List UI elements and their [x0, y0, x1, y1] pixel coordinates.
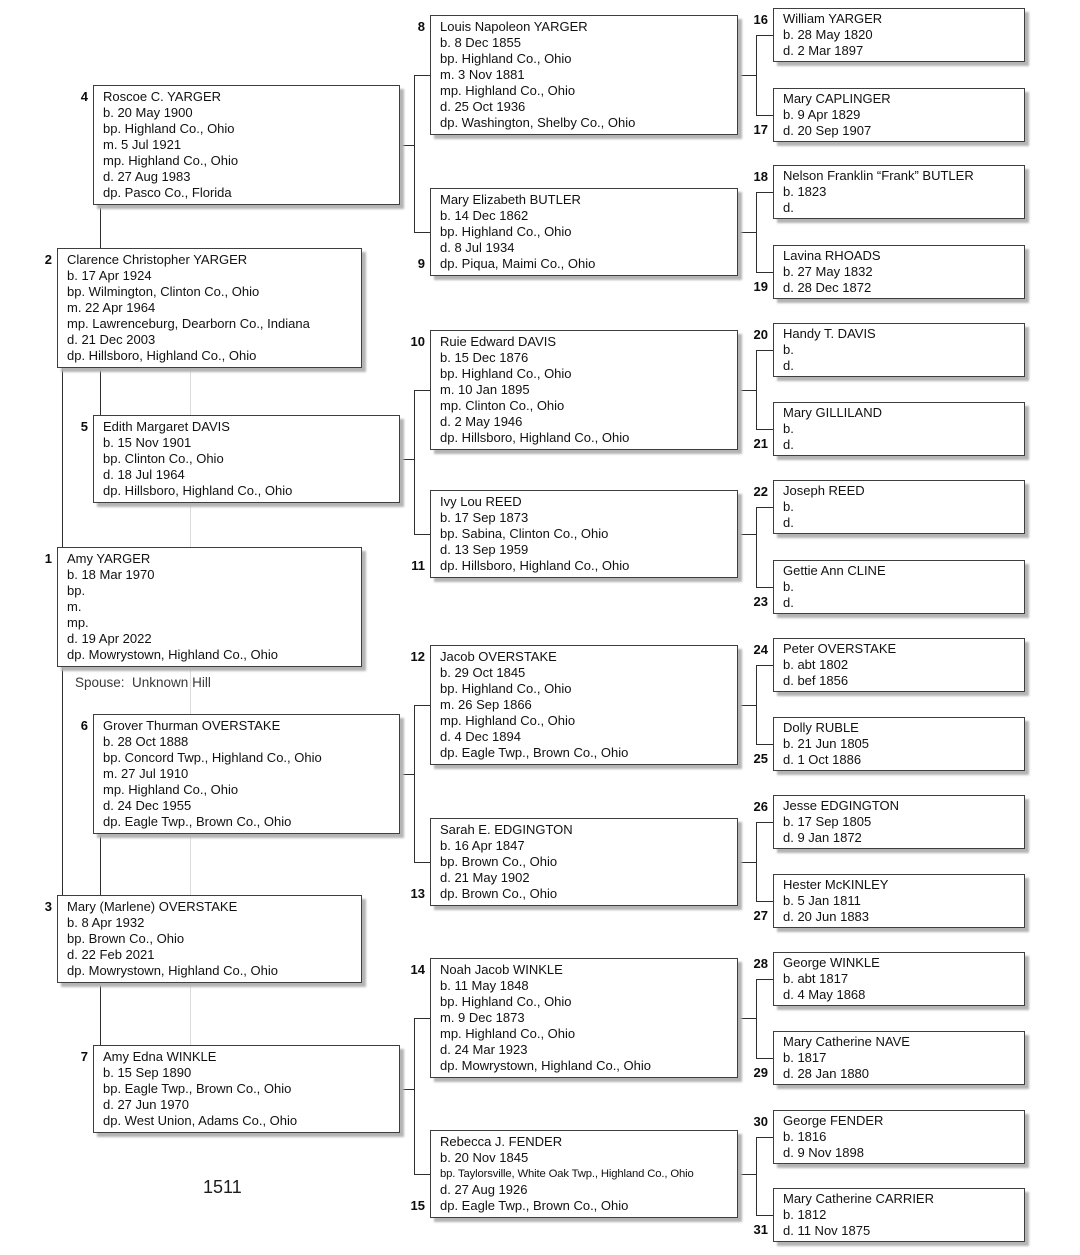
connector-vertical: [414, 390, 415, 534]
person-number: 13: [410, 886, 425, 901]
person-box-16: [753, 8, 1025, 62]
connector-vertical: [414, 75, 415, 232]
person-box-15: [410, 1130, 738, 1218]
person-name: Nelson Franklin “Frank” BUTLER: [783, 168, 974, 183]
connector-horizontal: [756, 665, 773, 666]
person-fact-line: b. 14 Dec 1862: [440, 208, 529, 223]
connector-vertical: [756, 665, 757, 744]
connector-horizontal: [414, 705, 430, 706]
person-name: George WINKLE: [783, 955, 880, 970]
person-name: Lavina RHOADS: [783, 248, 881, 263]
connector-horizontal: [738, 1018, 756, 1019]
person-fact-line: dp. Pasco Co., Florida: [103, 185, 232, 200]
person-box-1: [44, 547, 362, 667]
person-fact-line: d. 28 Dec 1872: [783, 280, 872, 295]
person-fact-line: m. 9 Dec 1873: [440, 1010, 525, 1025]
person-fact-line: dp. Mowrystown, Highland Co., Ohio: [67, 647, 278, 662]
connector-horizontal: [756, 744, 773, 745]
person-fact-line: d. 18 Jul 1964: [103, 467, 185, 482]
person-name: Joseph REED: [783, 483, 865, 498]
person-number: 27: [753, 908, 768, 923]
connector-horizontal: [738, 1174, 756, 1175]
person-fact-line: bp. Highland Co., Ohio: [103, 121, 235, 136]
person-name: Amy YARGER: [67, 551, 151, 566]
person-box-3: [44, 895, 362, 983]
person-fact-line: d. 21 Dec 2003: [67, 332, 156, 347]
person-box-4: [80, 85, 400, 205]
person-fact-line: dp. Eagle Twp., Brown Co., Ohio: [440, 1198, 629, 1213]
spouse-note: Spouse: Unknown Hill: [75, 675, 211, 690]
person-fact-line: d. 13 Sep 1959: [440, 542, 529, 557]
connector-horizontal: [738, 390, 756, 391]
connector-vertical: [756, 1137, 757, 1215]
person-box-29: [753, 1031, 1025, 1085]
person-fact-line: b. 17 Sep 1805: [783, 814, 872, 829]
person-fact-line: bp. Wilmington, Clinton Co., Ohio: [67, 284, 260, 299]
person-number: 28: [753, 956, 768, 971]
person-fact-line: b. 28 Oct 1888: [103, 734, 189, 749]
person-number: 29: [753, 1065, 768, 1080]
person-box-11: [411, 490, 738, 578]
connector-horizontal: [756, 429, 773, 430]
person-name: Mary (Marlene) OVERSTAKE: [67, 899, 238, 914]
person-name: Edith Margaret DAVIS: [103, 419, 230, 434]
person-fact-line: mp. Highland Co., Ohio: [440, 83, 576, 98]
person-number: 23: [753, 594, 768, 609]
person-fact-line: dp. Hillsboro, Highland Co., Ohio: [103, 483, 293, 498]
connector-horizontal: [756, 1058, 773, 1059]
person-fact-line: b. 20 Nov 1845: [440, 1150, 529, 1165]
person-number: 26: [753, 799, 768, 814]
person-fact-line: d. 4 Dec 1894: [440, 729, 521, 744]
person-fact-line: b. 8 Apr 1932: [67, 915, 145, 930]
person-box-19: [753, 245, 1025, 299]
person-name: Hester McKINLEY: [783, 877, 889, 892]
person-fact-line: b. 17 Apr 1924: [67, 268, 152, 283]
person-fact-line: d. 19 Apr 2022: [67, 631, 152, 646]
person-fact-line: b. 9 Apr 1829: [783, 107, 861, 122]
person-fact-line: d.: [783, 200, 794, 215]
connector-horizontal: [756, 507, 773, 508]
person-fact-line: b.: [783, 342, 794, 357]
person-name: Mary Catherine NAVE: [783, 1034, 910, 1049]
person-fact-line: dp. Hillsboro, Highland Co., Ohio: [440, 558, 630, 573]
person-fact-line: d. bef 1856: [783, 673, 849, 688]
person-name: Ruie Edward DAVIS: [440, 334, 557, 349]
person-fact-line: mp.: [67, 615, 89, 630]
connector-vertical: [756, 192, 757, 272]
person-fact-line: m.: [67, 599, 82, 614]
connector-vertical: [756, 822, 757, 901]
person-fact-line: mp. Highland Co., Ohio: [440, 1026, 576, 1041]
connector-horizontal: [414, 232, 430, 233]
person-fact-line: mp. Highland Co., Ohio: [103, 782, 239, 797]
person-fact-line: dp. Hillsboro, Highland Co., Ohio: [440, 430, 630, 445]
person-fact-line: m. 26 Sep 1866: [440, 697, 532, 712]
person-fact-line: d. 20 Sep 1907: [783, 123, 872, 138]
person-name: Mary CAPLINGER: [783, 91, 891, 106]
person-fact-line: m. 10 Jan 1895: [440, 382, 530, 397]
person-fact-line: d. 20 Jun 1883: [783, 909, 870, 924]
person-fact-line: bp. Concord Twp., Highland Co., Ohio: [103, 750, 322, 765]
person-fact-line: b.: [783, 579, 794, 594]
person-fact-line: b.: [783, 499, 794, 514]
connector-horizontal: [400, 459, 414, 460]
person-box-24: [753, 638, 1025, 692]
connector-horizontal: [756, 272, 773, 273]
connector-horizontal: [756, 115, 773, 116]
person-number: 1: [44, 551, 52, 566]
person-number: 4: [80, 89, 88, 104]
person-box-8: [417, 15, 738, 135]
person-fact-line: b. 17 Sep 1873: [440, 510, 529, 525]
person-number: 31: [753, 1222, 768, 1237]
person-fact-line: b. 20 May 1900: [103, 105, 193, 120]
person-fact-line: d. 24 Mar 1923: [440, 1042, 528, 1057]
person-number: 25: [753, 751, 768, 766]
person-name: Ivy Lou REED: [440, 494, 522, 509]
person-fact-line: b. 16 Apr 1847: [440, 838, 525, 853]
person-fact-line: mp. Highland Co., Ohio: [103, 153, 239, 168]
connector-horizontal: [414, 1018, 430, 1019]
person-fact-line: d. 25 Oct 1936: [440, 99, 526, 114]
connector-horizontal: [756, 1215, 773, 1216]
person-name: Mary GILLILAND: [783, 405, 882, 420]
person-box-14: [410, 958, 738, 1078]
person-box-17: [753, 88, 1025, 142]
person-number: 10: [410, 334, 425, 349]
person-fact-line: m. 22 Apr 1964: [67, 300, 156, 315]
person-name: Louis Napoleon YARGER: [440, 19, 588, 34]
person-fact-line: b. 15 Dec 1876: [440, 350, 529, 365]
person-fact-line: bp. Taylorsville, White Oak Twp., Highland Co., Ohio: [440, 1168, 694, 1180]
person-fact-line: d. 1 Oct 1886: [783, 752, 862, 767]
person-number: 11: [411, 558, 425, 573]
connector-horizontal: [414, 1174, 430, 1175]
person-fact-line: d. 27 Aug 1926: [440, 1182, 528, 1197]
person-fact-line: b. 8 Dec 1855: [440, 35, 521, 50]
connector-horizontal: [400, 1089, 414, 1090]
person-name: George FENDER: [783, 1113, 884, 1128]
person-fact-line: d. 4 May 1868: [783, 987, 866, 1002]
person-number: 16: [753, 12, 768, 27]
person-number: 6: [80, 718, 88, 733]
connector-horizontal: [756, 192, 773, 193]
person-name: Clarence Christopher YARGER: [67, 252, 248, 267]
person-box-30: [753, 1110, 1025, 1164]
person-box-28: [753, 952, 1025, 1006]
person-name: William YARGER: [783, 11, 883, 26]
person-fact-line: dp. Eagle Twp., Brown Co., Ohio: [103, 814, 292, 829]
connector-horizontal: [414, 534, 430, 535]
person-box-12: [410, 645, 738, 765]
connector-horizontal: [738, 862, 756, 863]
connector-horizontal: [756, 1137, 773, 1138]
person-fact-line: d. 21 May 1902: [440, 870, 530, 885]
person-fact-line: b. 1817: [783, 1050, 827, 1065]
person-number: 24: [753, 642, 768, 657]
person-fact-line: dp. Mowrystown, Highland Co., Ohio: [67, 963, 278, 978]
person-fact-line: d. 27 Jun 1970: [103, 1097, 190, 1112]
person-name: Peter OVERSTAKE: [783, 641, 897, 656]
person-number: 21: [753, 436, 768, 451]
connector-horizontal: [756, 822, 773, 823]
person-fact-line: d. 27 Aug 1983: [103, 169, 191, 184]
connector-horizontal: [756, 901, 773, 902]
person-fact-line: d. 11 Nov 1875: [783, 1223, 871, 1238]
connector-vertical: [414, 1018, 415, 1174]
person-fact-line: d.: [783, 358, 794, 373]
connector-horizontal: [400, 774, 414, 775]
person-fact-line: d. 9 Nov 1898: [783, 1145, 864, 1160]
person-box-21: [753, 402, 1025, 456]
person-fact-line: d.: [783, 595, 794, 610]
person-fact-line: m. 3 Nov 1881: [440, 67, 525, 82]
person-fact-line: b. 5 Jan 1811: [783, 893, 861, 908]
person-fact-line: d.: [783, 515, 794, 530]
person-name: Sarah E. EDGINGTON: [440, 822, 573, 837]
connector-vertical: [756, 35, 757, 115]
connector-horizontal: [756, 35, 773, 36]
person-fact-line: dp. Piqua, Maimi Co., Ohio: [440, 256, 596, 271]
person-fact-line: d. 22 Feb 2021: [67, 947, 155, 962]
connector-vertical: [756, 979, 757, 1058]
connector-horizontal: [756, 979, 773, 980]
person-number: 2: [44, 252, 52, 267]
person-name: Handy T. DAVIS: [783, 326, 876, 341]
person-box-10: [410, 330, 738, 450]
person-fact-line: dp. Mowrystown, Highland Co., Ohio: [440, 1058, 651, 1073]
connector-horizontal: [738, 232, 756, 233]
person-fact-line: mp. Clinton Co., Ohio: [440, 398, 565, 413]
person-fact-line: d. 8 Jul 1934: [440, 240, 515, 255]
person-name: Noah Jacob WINKLE: [440, 962, 563, 977]
connector-vertical: [756, 350, 757, 429]
person-fact-line: b. abt 1817: [783, 971, 849, 986]
person-box-2: [44, 248, 362, 368]
person-name: Grover Thurman OVERSTAKE: [103, 718, 281, 733]
person-fact-line: b. 1812: [783, 1207, 827, 1222]
person-fact-line: b. 18 Mar 1970: [67, 567, 155, 582]
person-box-18: [753, 165, 1025, 219]
person-fact-line: d. 2 May 1946: [440, 414, 523, 429]
person-box-5: [80, 415, 400, 503]
person-fact-line: b. 28 May 1820: [783, 27, 873, 42]
person-number: 18: [753, 169, 768, 184]
connector-horizontal: [738, 75, 756, 76]
person-fact-line: b. 1823: [783, 184, 827, 199]
person-name: Rebecca J. FENDER: [440, 1134, 563, 1149]
person-fact-line: dp. Hillsboro, Highland Co., Ohio: [67, 348, 257, 363]
person-fact-line: b. 29 Oct 1845: [440, 665, 526, 680]
person-fact-line: bp. Brown Co., Ohio: [440, 854, 558, 869]
person-fact-line: bp. Highland Co., Ohio: [440, 51, 572, 66]
person-fact-line: b. 1816: [783, 1129, 827, 1144]
connector-horizontal: [414, 75, 430, 76]
person-box-13: [410, 818, 738, 906]
person-name: Amy Edna WINKLE: [103, 1049, 217, 1064]
person-name: Mary Elizabeth BUTLER: [440, 192, 581, 207]
person-fact-line: mp. Highland Co., Ohio: [440, 713, 576, 728]
person-number: 20: [753, 327, 768, 342]
person-box-9: [417, 188, 738, 276]
person-fact-line: d.: [783, 437, 794, 452]
person-fact-line: d. 2 Mar 1897: [783, 43, 864, 58]
person-fact-line: dp. Brown Co., Ohio: [440, 886, 558, 901]
person-name: Jesse EDGINGTON: [783, 798, 900, 813]
person-fact-line: bp. Highland Co., Ohio: [440, 994, 572, 1009]
person-fact-line: m. 5 Jul 1921: [103, 137, 182, 152]
person-fact-line: d. 28 Jan 1880: [783, 1066, 870, 1081]
person-number: 9: [417, 256, 425, 271]
connector-vertical: [414, 705, 415, 862]
person-fact-line: d. 24 Dec 1955: [103, 798, 192, 813]
person-box-7: [80, 1045, 400, 1133]
connector-horizontal: [756, 350, 773, 351]
person-number: 30: [753, 1114, 768, 1129]
person-number: 17: [753, 122, 768, 137]
person-box-25: [753, 717, 1025, 771]
page-number: 1511: [203, 1177, 242, 1197]
person-fact-line: bp.: [67, 583, 86, 598]
connector-horizontal: [414, 862, 430, 863]
person-fact-line: m. 27 Jul 1910: [103, 766, 189, 781]
person-fact-line: bp. Highland Co., Ohio: [440, 681, 572, 696]
person-fact-line: bp. Highland Co., Ohio: [440, 366, 572, 381]
person-fact-line: bp. Clinton Co., Ohio: [103, 451, 224, 466]
person-number: 19: [753, 279, 768, 294]
person-fact-line: b.: [783, 421, 794, 436]
person-fact-line: b. 11 May 1848: [440, 978, 529, 993]
person-name: Gettie Ann CLINE: [783, 563, 886, 578]
connector-horizontal: [756, 587, 773, 588]
connector-vertical: [756, 507, 757, 587]
person-box-27: [753, 874, 1025, 928]
person-fact-line: b. 15 Sep 1890: [103, 1065, 192, 1080]
connector-horizontal: [738, 534, 756, 535]
person-number: 22: [753, 484, 768, 499]
connector-horizontal: [738, 705, 756, 706]
connector-horizontal: [414, 390, 430, 391]
person-number: 5: [80, 419, 88, 434]
person-name: Roscoe C. YARGER: [103, 89, 222, 104]
person-number: 15: [410, 1198, 425, 1213]
person-fact-line: d. 9 Jan 1872: [783, 830, 862, 845]
person-fact-line: b. 27 May 1832: [783, 264, 873, 279]
person-fact-line: b. abt 1802: [783, 657, 849, 672]
person-name: Dolly RUBLE: [783, 720, 859, 735]
person-fact-line: bp. Sabina, Clinton Co., Ohio: [440, 526, 609, 541]
person-box-6: [80, 714, 400, 834]
person-box-23: [753, 560, 1025, 614]
person-box-26: [753, 795, 1025, 849]
person-fact-line: b. 21 Jun 1805: [783, 736, 870, 751]
person-fact-line: bp. Highland Co., Ohio: [440, 224, 572, 239]
person-name: Mary Catherine CARRIER: [783, 1191, 934, 1206]
person-fact-line: dp. Eagle Twp., Brown Co., Ohio: [440, 745, 629, 760]
person-number: 7: [80, 1049, 88, 1064]
person-fact-line: dp. Washington, Shelby Co., Ohio: [440, 115, 636, 130]
person-number: 12: [410, 649, 425, 664]
person-fact-line: dp. West Union, Adams Co., Ohio: [103, 1113, 298, 1128]
person-box-22: [753, 480, 1025, 534]
person-fact-line: bp. Brown Co., Ohio: [67, 931, 185, 946]
person-box-31: [753, 1188, 1025, 1242]
person-fact-line: mp. Lawrenceburg, Dearborn Co., Indiana: [67, 316, 310, 331]
person-number: 8: [417, 19, 425, 34]
person-number: 3: [44, 899, 52, 914]
person-fact-line: bp. Eagle Twp., Brown Co., Ohio: [103, 1081, 292, 1096]
person-box-20: [753, 323, 1025, 377]
person-number: 14: [410, 962, 425, 977]
person-fact-line: b. 15 Nov 1901: [103, 435, 192, 450]
connector-horizontal: [400, 145, 414, 146]
person-name: Jacob OVERSTAKE: [440, 649, 557, 664]
